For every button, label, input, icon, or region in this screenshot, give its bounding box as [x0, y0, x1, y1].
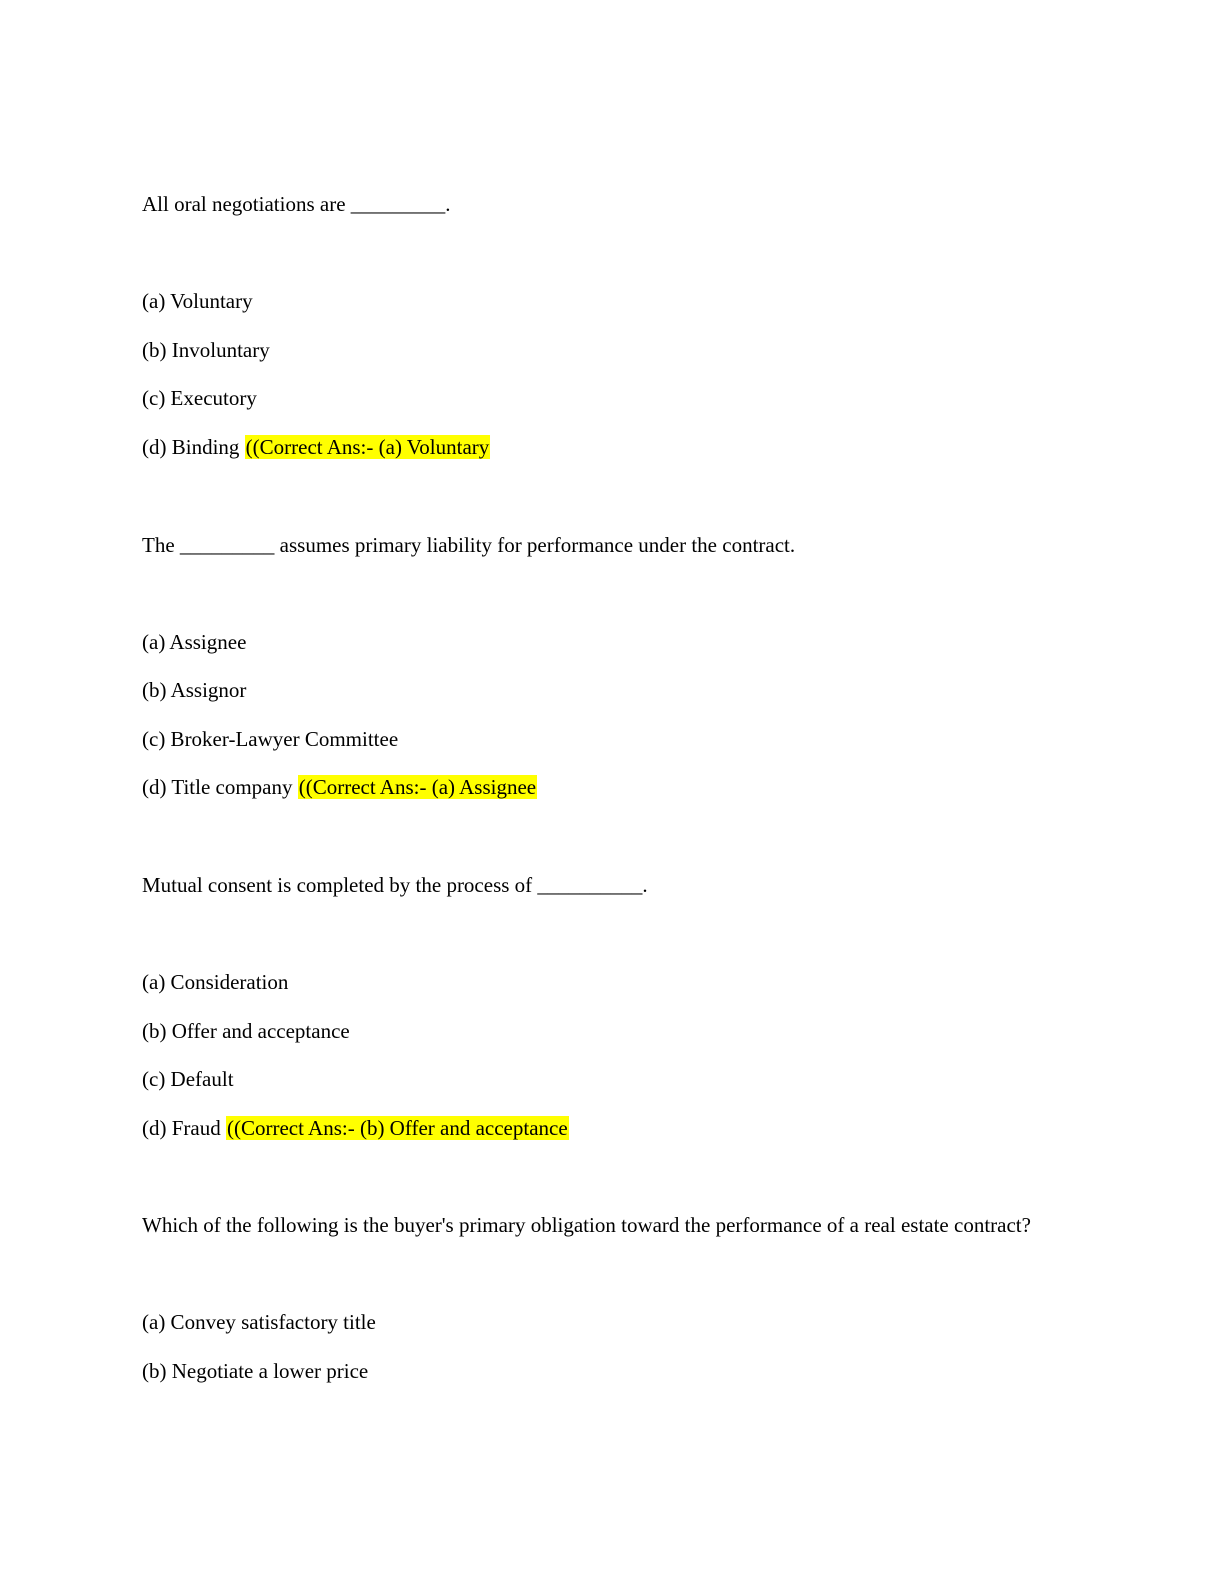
- question-2-option-c: (c) Broker-Lawyer Committee: [142, 727, 399, 751]
- question-3-option-c: (c) Default: [142, 1067, 234, 1091]
- question-1-option-d-row: [142, 434, 490, 460]
- question-1-option-c: (c) Executory: [142, 386, 257, 410]
- question-3-option-a: (a) Consideration: [142, 970, 289, 994]
- question-3-option-d-row: [142, 1115, 569, 1141]
- question-2-option-d: (d) Title company: [142, 775, 293, 799]
- question-1-option-b: (b) Involuntary: [142, 338, 270, 362]
- question-2-option-d-row: [142, 774, 537, 800]
- question-3-option-d: (d) Fraud: [142, 1116, 221, 1140]
- question-1-option-d: (d) Binding: [142, 435, 240, 459]
- question-1-stem: All oral negotiations are _________.: [142, 192, 451, 216]
- question-4-option-b: (b) Negotiate a lower price: [142, 1359, 369, 1383]
- question-3-correct-answer: ((Correct Ans:- (b) Offer and acceptance: [226, 1116, 568, 1140]
- question-4-stem: Which of the following is the buyer's primary obligation toward the performance of a real estate contract?: [142, 1213, 1031, 1237]
- question-3-option-b: (b) Offer and acceptance: [142, 1019, 350, 1043]
- question-2-correct-answer: ((Correct Ans:- (a) Assignee: [298, 775, 537, 799]
- question-1-correct-answer: ((Correct Ans:- (a) Voluntary: [245, 435, 490, 459]
- question-3-stem: Mutual consent is completed by the process of __________.: [142, 873, 648, 897]
- question-2-option-b: (b) Assignor: [142, 678, 247, 702]
- question-2-option-a: (a) Assignee: [142, 630, 247, 654]
- question-2-stem: The _________ assumes primary liability for performance under the contract.: [142, 533, 796, 557]
- question-1-option-a: (a) Voluntary: [142, 289, 253, 313]
- question-4-option-a: (a) Convey satisfactory title: [142, 1310, 376, 1334]
